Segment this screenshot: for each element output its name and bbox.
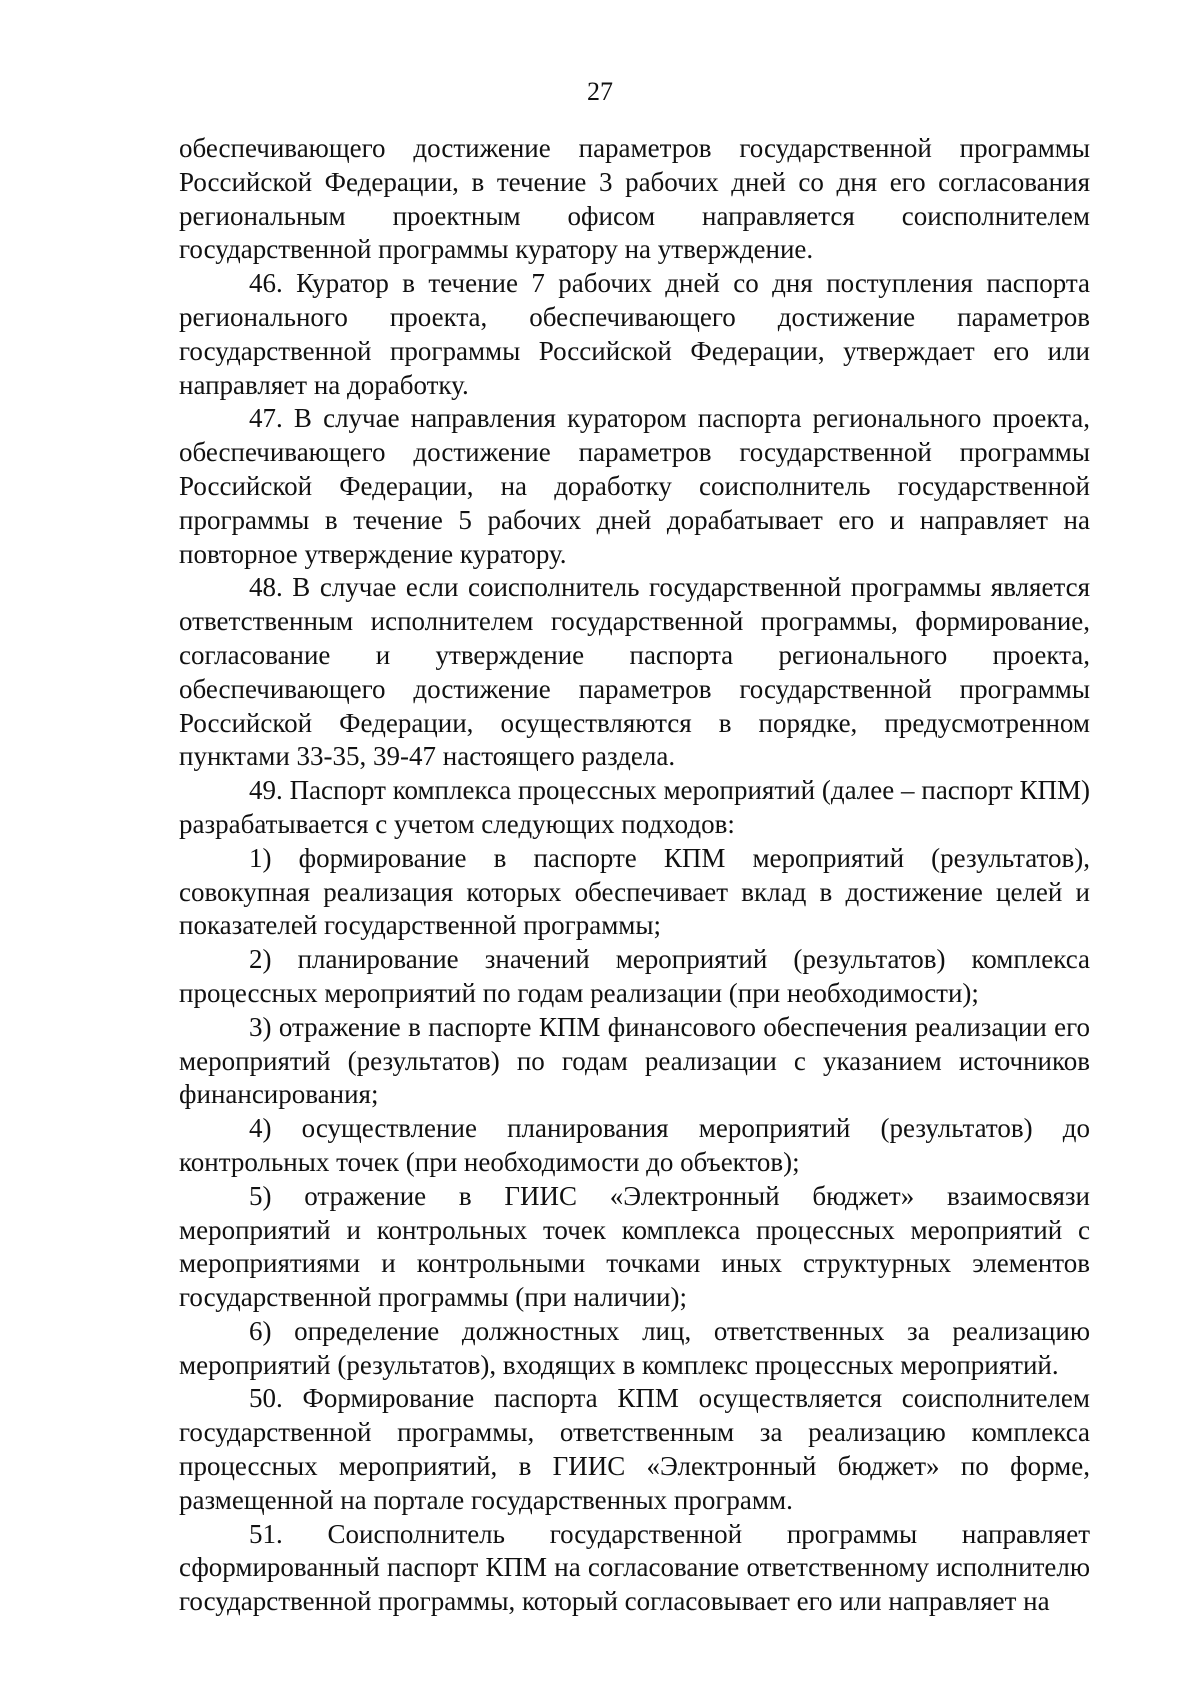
paragraph-46: 46. Куратор в течение 7 рабочих дней со дня поступления паспорта регионального проекта, обеспечивающего достижение параметров государственной программы Российской Федерации, утверждает его или направляет на доработку.: [179, 268, 1090, 400]
paragraph-49: 49. Паспорт комплекса процессных мероприятий (далее – паспорт КПМ) разрабатывается с учетом следующих подходов:: [179, 775, 1090, 839]
list-item-5: 5) отражение в ГИИС «Электронный бюджет» взаимосвязи мероприятий и контрольных точек комплекса процессных мероприятий с мероприятиями и контрольными точками иных структурных элементов государственной программы (при наличии);: [179, 1180, 1090, 1313]
paragraph-continuation: обеспечивающего достижение параметров государственной программы Российской Федерации, в течение 3 рабочих дней со дня его согласования региональным проектным офисом направляется соисполнителем государственной программы куратору на утверждение.: [179, 133, 1090, 265]
list-item-6: 6) определение должностных лиц, ответственных за реализацию мероприятий (результатов), входящих в комплекс процессных мероприятий.: [179, 1315, 1090, 1380]
paragraph-48: 48. В случае если соисполнитель государственной программы является ответственным исполнителем государственной программы, формирование, согласование и утверждение паспорта регионального проекта, обеспечивающего достижение параметров государственной программы Российской Федерации, осуществляются в порядке, предусмотренном пунктами 33-35, 39-47 настоящего раздела.: [179, 572, 1090, 772]
list-item-1: 1) формирование в паспорте КПМ мероприятий (результатов), совокупная реализация которых обеспечивает вклад в достижение целей и показателей государственной программы;: [179, 842, 1090, 941]
list-item-3: 3) отражение в паспорте КПМ финансового обеспечения реализации его мероприятий (результатов) по годам реализации с указанием источников финансирования;: [179, 1011, 1090, 1110]
paragraph-50: 50. Формирование паспорта КПМ осуществляется соисполнителем государственной программы, ответственным за реализацию комплекса процессных мероприятий, в ГИИС «Электронный бюджет» по форме, размещенной на портале государственных программ.: [179, 1383, 1090, 1515]
paragraph-51: 51. Соисполнитель государственной программы направляет сформированный паспорт КПМ на согласование ответственному исполнителю государственной программы, который согласовывает его или направляет на: [179, 1518, 1090, 1617]
document-body: [179, 132, 1090, 1619]
list-item-2: 2) планирование значений мероприятий (результатов) комплекса процессных мероприятий по годам реализации (при необходимости);: [179, 944, 1090, 1008]
list-item-4: 4) осуществление планирования мероприятий (результатов) до контрольных точек (при необходимости до объектов);: [179, 1113, 1090, 1177]
paragraph-47: 47. В случае направления куратором паспорта регионального проекта, обеспечивающего достижение параметров государственной программы Российской Федерации, на доработку соисполнитель государственной программы в течение 5 рабочих дней дорабатывает его и направляет на повторное утверждение куратору.: [179, 403, 1090, 569]
page-number: 27: [587, 77, 613, 106]
